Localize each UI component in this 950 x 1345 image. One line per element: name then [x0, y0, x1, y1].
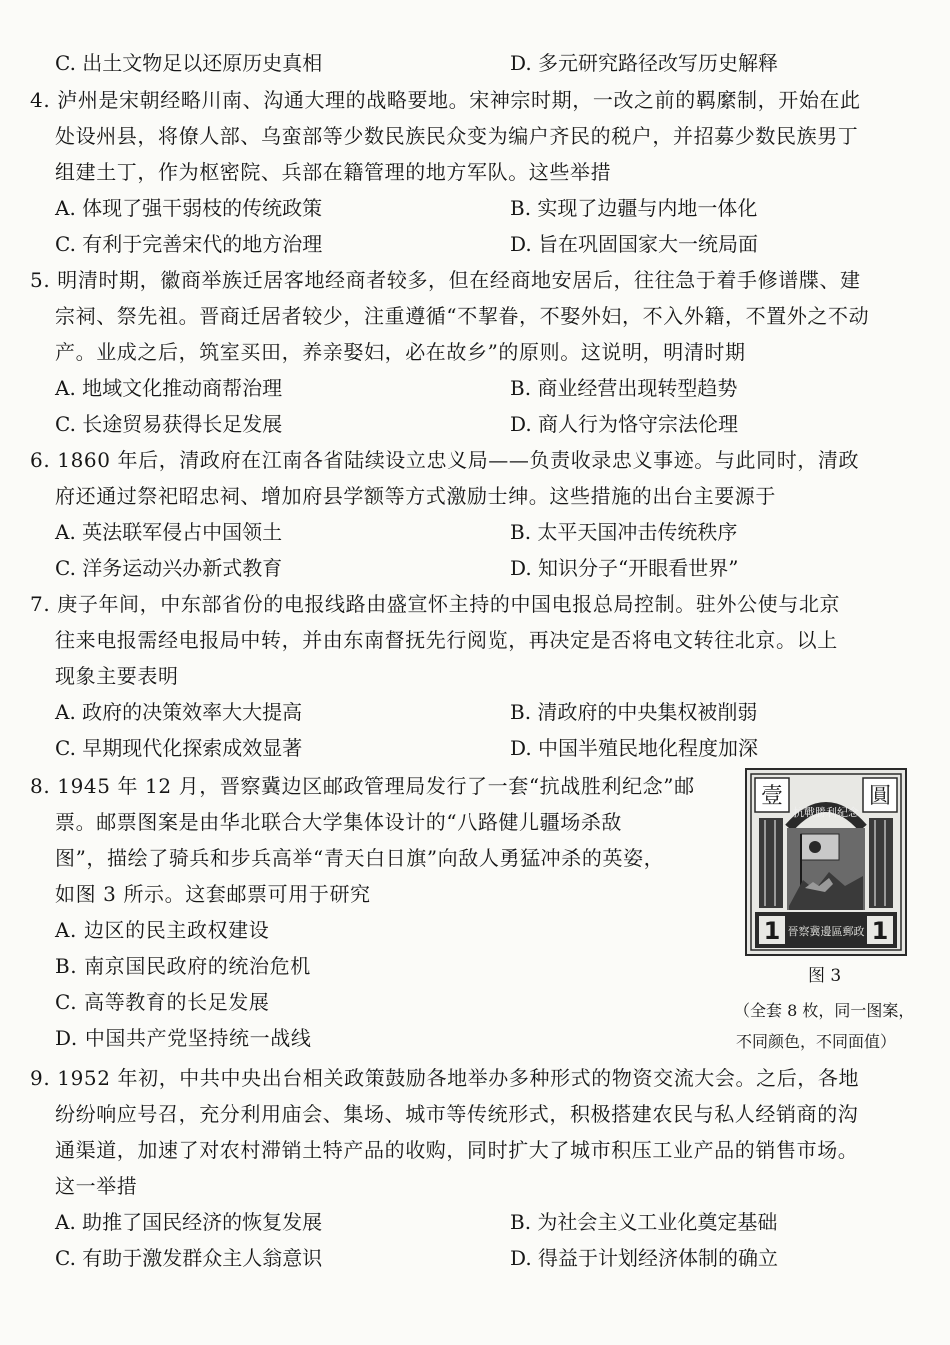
q8-stem-line-2: 票。邮票图案是由华北联合大学集体设计的“八路健儿疆场杀敌 [55, 810, 623, 834]
q3-options-row-cd [55, 49, 915, 77]
q8-stem-line-4: 如图 3 所示。这套邮票可用于研究 [55, 882, 371, 906]
q6-option-c[interactable]: C. 洋务运动兴办新式教育 [55, 556, 283, 580]
q8-stem-line-1: 8. 1945 年 12 月，晋察冀边区邮政管理局发行了一套“抗战胜利纪念”邮 [30, 774, 695, 798]
q7-option-a[interactable]: A. 政府的决策效率大大提高 [55, 700, 303, 724]
q4-option-d[interactable]: D. 旨在巩固国家大一统局面 [510, 232, 759, 256]
q6-stem-line-2: 府还通过祭祀昭忠祠、增加府县学额等方式激励士绅。这些措施的出台主要源于 [55, 484, 776, 508]
q9-stem-line-1: 9. 1952 年初，中共中央出台相关政策鼓励各地举办多种形式的物资交流大会。之后，各地 [30, 1066, 860, 1090]
q6-option-d[interactable]: D. 知识分子“开眼看世界” [510, 556, 739, 580]
q7-stem-line-2: 往来电报需经电报局中转，并由东南督抚先行阅览，再决定是否将电文转往北京。以上 [55, 628, 838, 652]
q3-option-c[interactable]: C. 出土文物足以还原历史真相 [55, 51, 323, 75]
q9-option-c[interactable]: C. 有助于激发群众主人翁意识 [55, 1246, 323, 1270]
q4-option-b[interactable]: B. 实现了边疆与内地一体化 [510, 196, 758, 220]
q6-option-b[interactable]: B. 太平天国冲击传统秩序 [510, 520, 738, 544]
q5-option-d[interactable]: D. 商人行为恪守宗法伦理 [510, 412, 739, 436]
q9-stem-line-2: 纷纷响应号召，充分利用庙会、集场、城市等传统形式，积极搭建农民与私人经销商的沟 [55, 1102, 859, 1126]
q4-stem-line-3: 组建土丁，作为枢密院、兵部在籍管理的地方军队。这些举措 [55, 160, 612, 184]
q6-options-row-cd [55, 554, 915, 582]
q9-options-row-cd [55, 1244, 915, 1272]
q7-option-c[interactable]: C. 早期现代化探索成效显著 [55, 736, 303, 760]
q9-stem-line-4: 这一举措 [55, 1174, 138, 1198]
q7-option-b[interactable]: B. 清政府的中央集权被削弱 [510, 700, 758, 724]
q8-option-a[interactable]: A. 边区的民主政权建设 [55, 918, 270, 942]
q4-option-a[interactable]: A. 体现了强干弱枝的传统政策 [55, 196, 323, 220]
q7-options-row-ab [55, 698, 915, 726]
q9-stem-line-3: 通渠道，加速了对农村滞销土特产品的收购，同时扩大了城市积压工业产品的销售市场。 [55, 1138, 859, 1162]
q8-stem-line-3: 图”，描绘了骑兵和步兵高举“青天白日旗”向敌人勇猛冲杀的英姿， [55, 846, 665, 870]
q5-options-row-ab [55, 374, 915, 402]
q6-option-a[interactable]: A. 英法联军侵占中国领土 [55, 520, 283, 544]
q4-options-row-ab [55, 194, 915, 222]
q5-stem-line-1: 5. 明清时期，徽商举族迁居客地经商者较多，但在经商地安居后，往往急于着手修谱牒、建 [30, 268, 861, 292]
stamp-bottom-text: 晉察冀邊區郵政 [787, 925, 865, 938]
stamp-illustration [745, 768, 907, 956]
q7-options-row-cd [55, 734, 915, 762]
stamp-denomination-left: 1 [763, 917, 781, 945]
q8-option-b[interactable]: B. 南京国民政府的统治危机 [55, 954, 311, 978]
q3-option-d[interactable]: D. 多元研究路径改写历史解释 [510, 51, 779, 75]
q4-option-c[interactable]: C. 有利于完善宋代的地方治理 [55, 232, 323, 256]
q6-stem-line-1: 6. 1860 年后，清政府在江南各省陆续设立忠义局——负责收录忠义事迹。与此同时，清政 [30, 448, 860, 472]
q5-option-c[interactable]: C. 长途贸易获得长足发展 [55, 412, 283, 436]
q7-stem-line-1: 7. 庚子年间，中东部省份的电报线路由盛宣怀主持的中国电报总局控制。驻外公使与北京 [30, 592, 841, 616]
figure-note-line-2: 不同颜色，不同面值） [736, 1032, 897, 1051]
stamp-corner-right: 圓 [868, 784, 892, 809]
q5-stem-line-2: 宗祠、祭先祖。晋商迁居者较少，注重遵循“不挈眷，不娶外妇，不入外籍，不置外之不动 [55, 304, 870, 328]
q5-option-a[interactable]: A. 地域文化推动商帮治理 [55, 376, 283, 400]
q5-options-row-cd [55, 410, 915, 438]
stamp-top-text: 抗戰勝利紀念 [793, 806, 859, 819]
q9-option-a[interactable]: A. 助推了国民经济的恢复发展 [55, 1210, 323, 1234]
figure-note-line-1: （全套 8 枚，同一图案， [734, 1001, 915, 1020]
stamp-corner-left: 壹 [760, 784, 784, 809]
q9-options-row-ab [55, 1208, 915, 1236]
q7-stem-line-3: 现象主要表明 [55, 664, 179, 688]
q5-option-b[interactable]: B. 商业经营出现转型趋势 [510, 376, 738, 400]
figure-caption: 图 3 [808, 966, 842, 986]
q8-option-c[interactable]: C. 高等教育的长足发展 [55, 990, 270, 1014]
stamp-figure [745, 768, 907, 956]
q4-stem-line-2: 处设州县，将僚人部、乌蛮部等少数民族民众变为编户齐民的税户，并招募少数民族男丁 [55, 124, 859, 148]
q9-option-b[interactable]: B. 为社会主义工业化奠定基础 [510, 1210, 778, 1234]
q5-stem-line-3: 产。业成之后，筑室买田，养亲娶妇，必在故乡”的原则。这说明，明清时期 [55, 340, 746, 364]
q6-options-row-ab [55, 518, 915, 546]
q4-stem-line-1: 4. 泸州是宋朝经略川南、沟通大理的战略要地。宋神宗时期，一改之前的羁縻制，开始在此 [30, 88, 861, 112]
stamp-denomination-right: 1 [871, 917, 889, 945]
q8-option-d[interactable]: D. 中国共产党坚持统一战线 [55, 1026, 312, 1050]
q9-option-d[interactable]: D. 得益于计划经济体制的确立 [510, 1246, 779, 1270]
q7-option-d[interactable]: D. 中国半殖民地化程度加深 [510, 736, 759, 760]
q4-options-row-cd [55, 230, 915, 258]
